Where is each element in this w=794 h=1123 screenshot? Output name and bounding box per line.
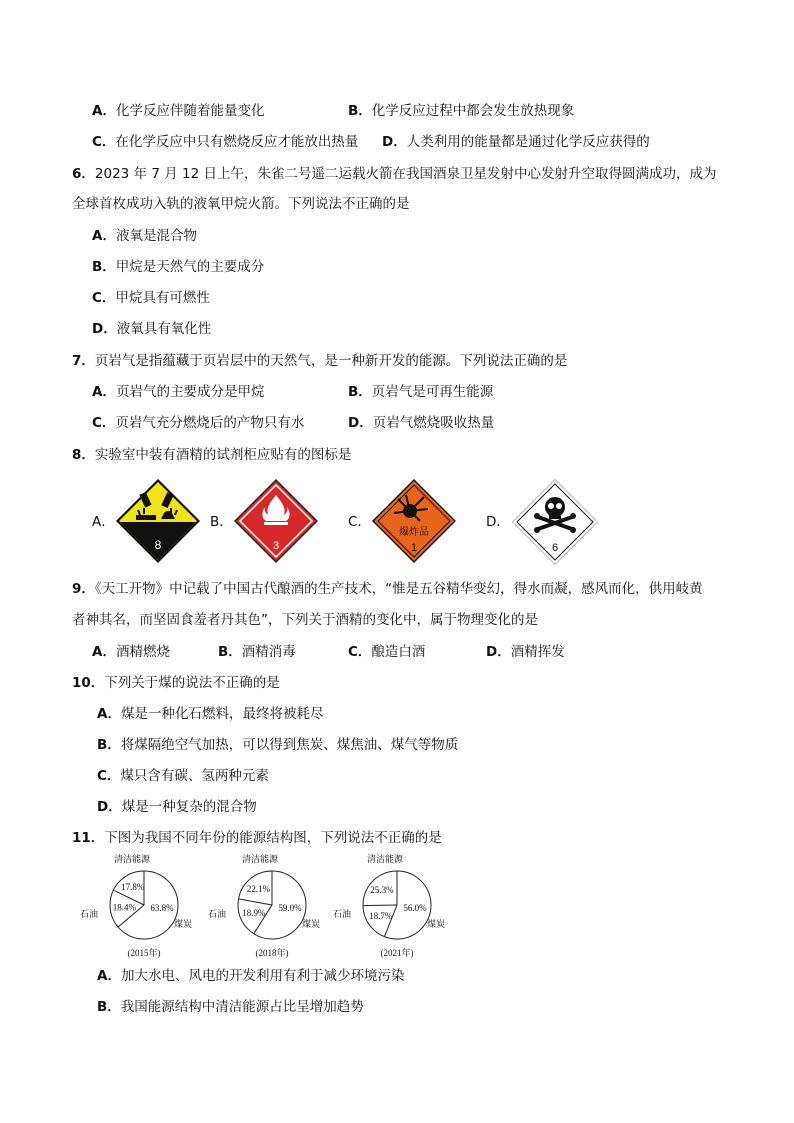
option-letter: C． (348, 644, 372, 660)
option-text: 酿造白酒 (371, 644, 426, 660)
question-text: 2023 年 7 月 12 日上午，朱雀二号遥二运载火箭在我国酒泉卫星发射中心发射升空取得圆满成功，成为 (94, 166, 717, 182)
option-text: 我国能源结构中清洁能源占比呈增加趋势 (120, 999, 364, 1015)
pie-value-label: 18.9% (242, 907, 266, 918)
toxic-hazard-icon (510, 477, 600, 567)
pie-category-label: 清洁能源 (242, 854, 279, 864)
pie-value-label: 22.1% (246, 883, 271, 894)
pie-value-label: 59.0% (278, 903, 302, 913)
pie-value-label: 18.7% (369, 911, 393, 922)
pie-value-label: 25.3% (370, 885, 394, 896)
pie-value-label: 56.0% (403, 903, 427, 913)
q5-option-c (92, 133, 358, 151)
option-text: 页岩气充分燃烧后的产物只有水 (115, 415, 305, 431)
question-number: 9． (72, 581, 95, 597)
option-letter: A． (92, 384, 116, 400)
question-number: 6． (72, 166, 95, 182)
option-text: 甲烷是天然气的主要成分 (115, 259, 265, 275)
explosive-hazard-icon (370, 477, 458, 565)
option-letter: D． (486, 644, 511, 660)
pie-category-label: 煤炭 (174, 919, 193, 929)
option-letter: A． (97, 968, 121, 984)
pie-year-title: (2018年) (255, 948, 289, 958)
option-letter: C． (92, 134, 116, 150)
pie-category-label: 清洁能源 (367, 854, 404, 864)
option-letter: C． (97, 768, 121, 784)
corrosive-hazard-icon (114, 477, 202, 565)
pie-value-label: 18.4% (112, 902, 137, 913)
pie-category-label: 煤炭 (302, 919, 321, 929)
q6-option-d (92, 320, 211, 338)
option-letter: D． (348, 415, 373, 431)
q9-stem-line2: 者神其名，而坚固食羞者丹其色”，下列关于酒精的变化中，属于物理变化的是 (72, 612, 538, 628)
question-text: 下列关于煤的说法不正确的是 (104, 675, 280, 691)
option-text: 人类利用的能量都是通过化学反应获得的 (406, 134, 650, 150)
q10-option-b (97, 736, 458, 754)
q10-option-d (97, 798, 257, 816)
question-number: 7． (72, 353, 95, 369)
option-text: 煤是一种化石燃料，最终将被耗尽 (120, 706, 324, 722)
q8-option-d-letter: D． (486, 514, 510, 530)
q6-option-c (92, 289, 210, 307)
option-letter: B． (218, 644, 242, 660)
option-text: 煤是一种复杂的混合物 (121, 799, 257, 815)
sign-class-number: 3 (272, 540, 280, 552)
option-text: 酒精挥发 (510, 644, 565, 660)
pie-value-label: 17.8% (121, 882, 145, 893)
pie-value-label: 63.8% (150, 903, 174, 913)
q7-stem (72, 352, 567, 370)
option-letter: B． (348, 103, 372, 119)
option-text: 在化学反应中只有燃烧反应才能放出热量 (115, 134, 359, 150)
option-text: 化学反应过程中都会发生放热现象 (371, 103, 575, 119)
q10-option-c (97, 767, 269, 785)
pie-slice-boundary (363, 905, 397, 906)
option-letter: D． (97, 799, 122, 815)
pie-category-label: 清洁能源 (114, 854, 151, 864)
option-text: 页岩气的主要成分是甲烷 (115, 384, 265, 400)
question-text: 下图为我国不同年份的能源结构图，下列说法不正确的是 (104, 830, 442, 846)
option-text: 化学反应伴随着能量变化 (115, 103, 265, 119)
option-letter: A． (92, 644, 116, 660)
option-text: 将煤隔绝空气加热，可以得到焦炭、煤焦油、煤气等物质 (120, 737, 459, 753)
option-text: 页岩气是可再生能源 (371, 384, 494, 400)
option-text: 页岩气燃烧吸收热量 (372, 415, 495, 431)
sign-class-number: 8 (154, 538, 162, 552)
option-letter: C． (92, 290, 116, 306)
option-text: 酒精燃烧 (115, 644, 170, 660)
option-letter: D． (92, 321, 117, 337)
q11-stem (72, 829, 442, 847)
q10-stem (72, 674, 280, 692)
flammable-hazard-icon (232, 477, 320, 565)
q7-option-d (348, 414, 494, 432)
sign-class-number: 6 (551, 542, 559, 554)
option-letter: B． (97, 737, 121, 753)
q10-option-a (97, 705, 323, 723)
option-text: 煤只含有碳、氢两种元素 (120, 768, 269, 784)
option-letter: B． (348, 384, 372, 400)
q11-option-b (97, 998, 364, 1016)
pie-year-title: (2015年) (127, 948, 161, 958)
option-letter: B． (97, 999, 121, 1015)
pie-category-label: 石油 (80, 909, 99, 919)
pie-category-label: 石油 (208, 909, 227, 919)
question-number: 10． (72, 675, 105, 691)
option-text: 液氧是混合物 (115, 228, 197, 244)
energy-pie-chart-2021 (325, 850, 475, 962)
option-letter: B． (92, 259, 116, 275)
question-text: 《天工开物》中记载了中国古代酿酒的生产技术，“惟是五谷精华变幻，得水而凝，感风而化，供用岐黄 (94, 581, 703, 597)
option-letter: C． (92, 415, 116, 431)
q9-option-d (486, 643, 565, 661)
question-text: 实验室中装有酒精的试剂柜应贴有的图标是 (94, 447, 352, 463)
q9-option-c (348, 643, 425, 661)
q11-option-a (97, 967, 404, 985)
q8-option-c-letter: C． (348, 514, 371, 530)
pie-year-title: (2021年) (380, 948, 414, 958)
q5-option-d (382, 133, 650, 151)
option-letter: A． (97, 706, 121, 722)
pie-category-label: 煤炭 (427, 919, 446, 929)
q7-option-a (92, 383, 264, 401)
q6-option-a (92, 227, 197, 245)
option-letter: A． (92, 228, 116, 244)
q8-stem (72, 446, 351, 464)
q9-stem-line1 (72, 580, 703, 598)
q9-option-b (218, 643, 296, 661)
question-number: 11． (72, 830, 105, 846)
q7-option-c (92, 414, 304, 432)
option-letter: D． (382, 134, 407, 150)
q6-stem-line2: 全球首枚成功入轨的液氧甲烷火箭。下列说法不正确的是 (72, 196, 410, 212)
q8-option-b-letter: B． (210, 514, 233, 530)
sign-label: 爆炸品 (399, 527, 429, 538)
question-text: 页岩气是指蕴藏于页岩层中的天然气，是一种新开发的能源。下列说法正确的是 (94, 353, 568, 369)
q9-option-a (92, 643, 170, 661)
option-text: 甲烷具有可燃性 (115, 290, 210, 306)
q6-option-b (92, 258, 264, 276)
option-text: 加大水电、风电的开发利用有利于减少环境污染 (120, 968, 405, 984)
pie-category-label: 石油 (333, 909, 352, 919)
option-text: 液氧具有氧化性 (116, 321, 212, 337)
option-text: 酒精消毒 (241, 644, 296, 660)
q5-option-a (92, 102, 264, 120)
q6-stem-line1 (72, 165, 717, 183)
option-letter: A． (92, 103, 116, 119)
q8-option-a-letter: A． (92, 514, 115, 530)
question-number: 8． (72, 447, 95, 463)
q5-option-b (348, 102, 574, 120)
sign-class-number: 1 (410, 542, 418, 554)
q7-option-b (348, 383, 493, 401)
